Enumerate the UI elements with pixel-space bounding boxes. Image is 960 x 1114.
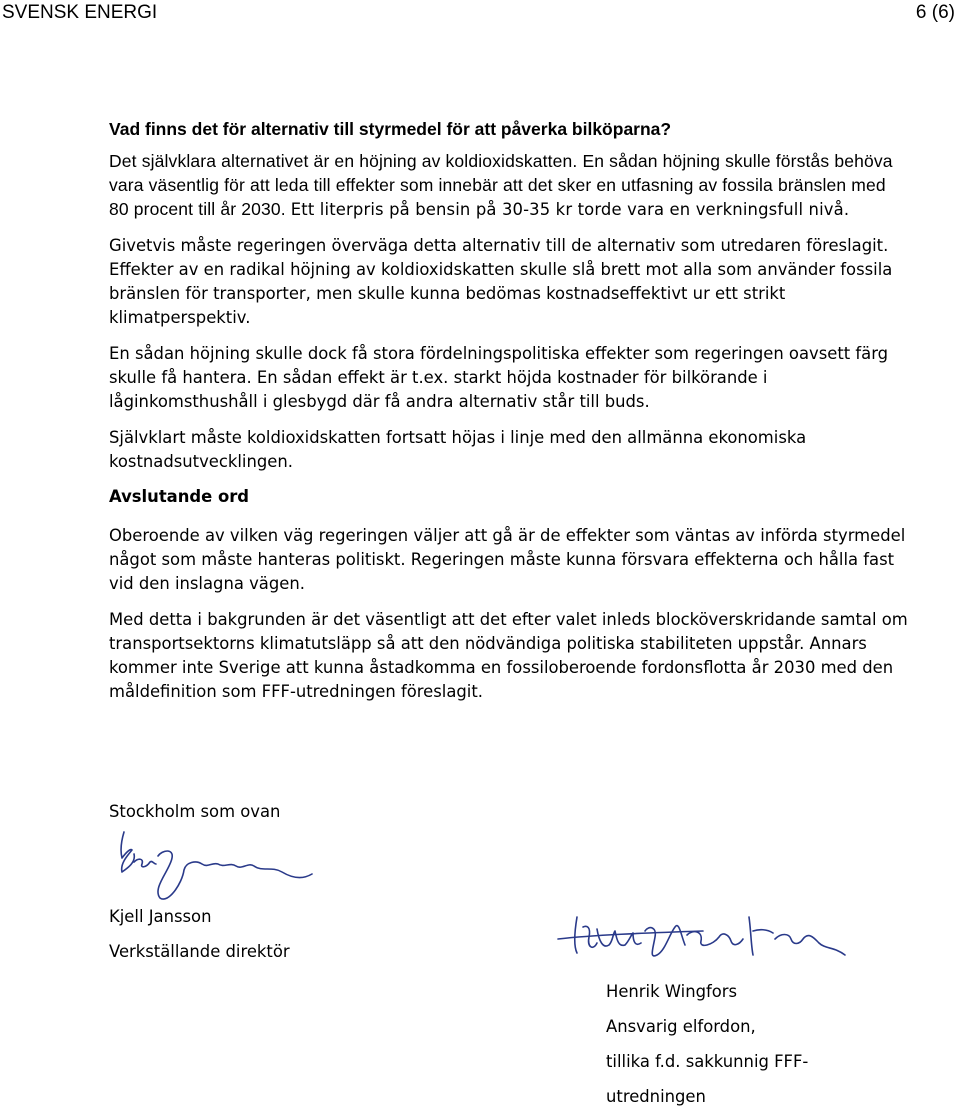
signer1-name: Kjell Jansson [109, 907, 212, 926]
signature-kjell-jansson [112, 828, 322, 908]
signer1-title: Verkställande direktör [109, 942, 290, 961]
signer2-block [606, 974, 906, 1114]
paragraph-conclusion: Oberoende av vilken väg regeringen väljer att gå är de effekter som väntas av införda styrmedel något som måste hanteras politiskt. Regeringen måste kunna försvara effekterna och hålla fast vid den inslagna vägen. [109, 526, 906, 593]
paragraph-tax-increase: Självklart måste koldioxidskatten fortsatt höjas i linje med den allmänna ekonomiska kostnadsutvecklingen. [109, 428, 807, 471]
letter-body [109, 117, 909, 704]
paragraph-alternative [109, 149, 909, 222]
question-heading: Vad finns det för alternativ till styrmedel för att påverka bilköparna? [109, 119, 672, 139]
section-heading-conclusion: Avslutande ord [109, 487, 250, 506]
page-number: 6 (6) [915, 2, 955, 23]
signer2-name: Henrik Wingfors [606, 982, 738, 1001]
paragraph-distribution: En sådan höjning skulle dock få stora fördelningspolitiska effekter som regeringen oavsett färg skulle få hantera. En sådan effekt är t.ex. starkt höjda kostnader för bilkörande i låginkomsthushåll i glesbygd där få andra alternativ står till buds. [109, 344, 889, 411]
paragraph-cross-block-talks: Med detta i bakgrunden är det väsentligt att det efter valet inleds blocköverskridande samtal om transportsektorns klimatutsläpp så att den nödvändiga politiska stabiliteten uppstår. Annars kommer inte Sverige att kunna åstadkomma en fossiloberoende fordonsflotta år 2030 med den måldefinition som FFF-utredningen föreslagit. [109, 610, 908, 701]
page-header-organization: SVENSK ENERGI [2, 2, 158, 23]
paragraph-alternative-text: Det självklara alternativet är en höjning av koldioxidskatten. En sådan höjning skulle förstås behöva vara väsentlig för att leda till effekter som innebär att det sker en utfasning av fossila bränslen med 80 procent till år 2030. [109, 151, 893, 219]
paragraph-consider: Givetvis måste regeringen överväga detta alternativ till de alternativ som utredaren föreslagit. Effekter av en radikal höjning av koldioxidskatten skulle slå brett mot alla som använder fossila bränslen för transporter, men skulle kunna bedömas kostnadseffektivt ur ett strikt klimatperspektiv. [109, 236, 893, 327]
signer2-title-line3: utredningen [606, 1087, 706, 1106]
paragraph-alternative-continuation: Ett literpris på bensin på 30-35 kr torde vara en verkningsfull nivå. [290, 200, 850, 219]
closing-place: Stockholm som ovan [109, 802, 281, 821]
signer2-title-line1: Ansvarig elfordon, [606, 1017, 756, 1036]
signer2-title-line2: tillika f.d. sakkunnig FFF- [606, 1052, 809, 1071]
signature-henrik-wingfors [553, 905, 853, 975]
